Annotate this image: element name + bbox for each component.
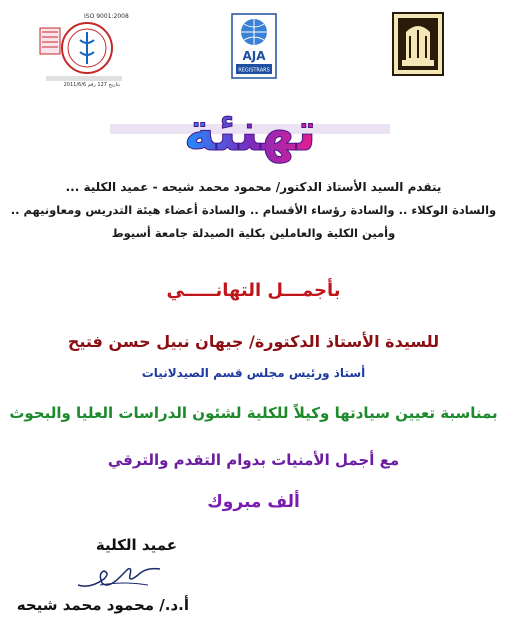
signatory-name: أ.د./ محمود محمد شيحه: [16, 596, 189, 614]
iso-label: ISO 9001:2008: [84, 13, 129, 20]
employees-line: وأمين الكلية والعاملين بكلية الصيدلة جامعة أسيوط: [111, 226, 396, 240]
signatory-title: عميد الكلية: [95, 536, 177, 554]
wishes-line: مع أجمل الأمنيات بدوام التقدم والترقي: [107, 451, 400, 469]
aja-registrars-logo: [230, 12, 278, 80]
aja-text: AJA: [242, 49, 266, 63]
best-wishes-heading: بأجمـــل التهانـــــي: [166, 280, 341, 301]
university-emblem-logo: [392, 12, 444, 76]
title-text: تهنئة: [183, 100, 317, 163]
assiut-university-emblem-icon: [392, 12, 444, 76]
occasion-line: بمناسبة تعيين سيادتها وكيلاً للكلية لشئون الدراسات العليا والبحوث: [9, 404, 498, 422]
handwritten-signature: [70, 555, 170, 595]
intro-line: يتقدم السيد الأستاذ الدكتور/ محمود محمد شيحه - عميد الكلية ...: [65, 180, 442, 194]
seal-caption: 2011/6/6 بتاريخ 127 رقم: [63, 82, 120, 88]
faculty-seal-icon: [32, 10, 129, 90]
congratulations-title: [80, 92, 420, 162]
faculty-seal-logo: [32, 10, 129, 90]
aja-subtext: REGISTRARS: [238, 67, 270, 74]
honoree-position: أستاذ ورئيس مجلس قسم الصيدلانيات: [141, 366, 366, 380]
handwritten-signature-icon: [70, 555, 170, 595]
staff-line: والسادة الوكلاء .. والسادة رؤساء الأقسام .. والسادة أعضاء هيئة التدريس ومعاونيهم ..: [10, 203, 497, 217]
aja-registrars-icon: [230, 12, 278, 80]
honoree-name: للسيدة الأستاذ الدكتورة/ جيهان نبيل حسن فتيح: [67, 332, 440, 351]
mabrouk-line: ألف مبروك: [207, 492, 300, 512]
